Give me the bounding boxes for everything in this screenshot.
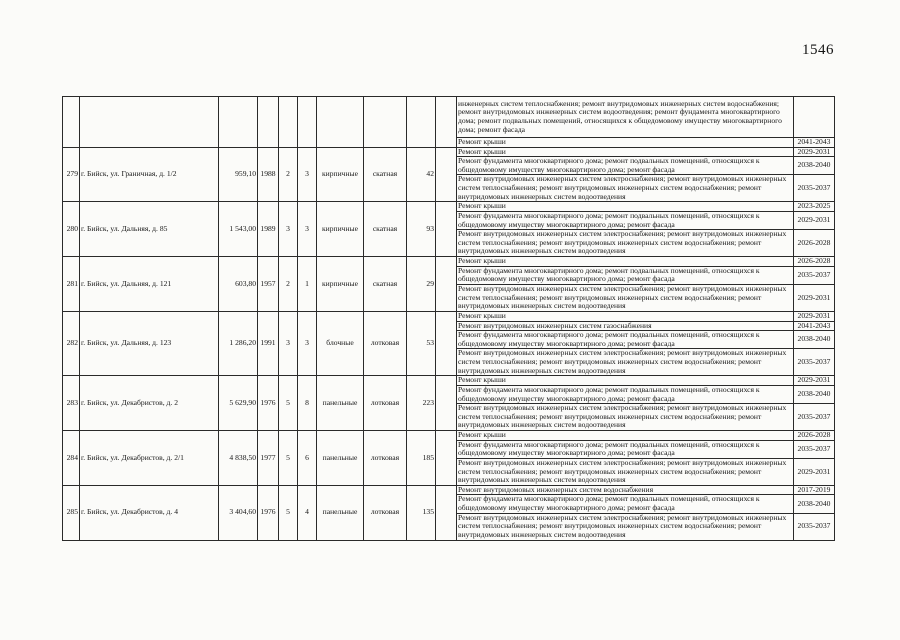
work-description: Ремонт фундамента многоквартирного дома; ремонт подвальных помещений, относящихся к общедомовому имуществу многоквартирного дома; ремонт фасада <box>457 211 794 229</box>
empty-cell <box>317 97 364 148</box>
work-description: Ремонт крыши <box>457 138 794 148</box>
work-period: 2029-2031 <box>794 311 835 321</box>
table-row <box>63 257 835 267</box>
build-year: 1991 <box>258 311 279 375</box>
work-period: 2029-2031 <box>794 211 835 229</box>
floor-count: 3 <box>279 311 298 375</box>
building-address: г. Бийск, ул. Декабристов, д. 2/1 <box>80 431 219 486</box>
building-area: 4 838,50 <box>219 431 258 486</box>
empty-cell <box>436 431 457 486</box>
building-area: 5 629,90 <box>219 376 258 431</box>
table-row <box>63 147 835 157</box>
building-address: г. Бийск, ул. Граничная, д. 1/2 <box>80 147 219 202</box>
row-number: 282 <box>63 311 80 375</box>
entrance-count: 6 <box>298 431 317 486</box>
building-address: г. Бийск, ул. Дальняя, д. 121 <box>80 257 219 312</box>
table-row <box>63 376 835 386</box>
wall-material: панельные <box>317 485 364 540</box>
work-description: Ремонт крыши <box>457 311 794 321</box>
work-description: Ремонт внутридомовых инженерных систем электроснабжения; ремонт внутридомовых инженерных систем теплоснабжения; ремонт внутридомовых инженерных систем водоснабжения; ремонт внутридомовых инженерных систем водоотведения <box>457 513 794 540</box>
work-period: 2035-2037 <box>794 404 835 431</box>
work-description: Ремонт фундамента многоквартирного дома; ремонт подвальных помещений, относящихся к общедомовому имуществу многоквартирного дома; ремонт фасада <box>457 266 794 284</box>
work-period: 2017-2019 <box>794 485 835 495</box>
resident-count: 185 <box>407 431 436 486</box>
page-number: 1546 <box>802 42 834 58</box>
build-year: 1957 <box>258 257 279 312</box>
table-row <box>63 311 835 321</box>
resident-count: 29 <box>407 257 436 312</box>
repair-program-table <box>62 96 835 541</box>
work-description: Ремонт фундамента многоквартирного дома; ремонт подвальных помещений, относящихся к общедомовому имуществу многоквартирного дома; ремонт фасада <box>457 157 794 175</box>
work-period: 2029-2031 <box>794 284 835 311</box>
work-period: 2038-2040 <box>794 157 835 175</box>
work-period: 2026-2028 <box>794 257 835 267</box>
entrance-count: 4 <box>298 485 317 540</box>
entrance-count: 3 <box>298 202 317 257</box>
floor-count: 3 <box>279 202 298 257</box>
work-description: Ремонт фундамента многоквартирного дома; ремонт подвальных помещений, относящихся к общедомовому имуществу многоквартирного дома; ремонт фасада <box>457 385 794 403</box>
work-period: 2026-2028 <box>794 431 835 441</box>
row-number: 285 <box>63 485 80 540</box>
work-period: 2035-2037 <box>794 266 835 284</box>
empty-cell <box>436 147 457 202</box>
row-number: 283 <box>63 376 80 431</box>
empty-cell <box>279 97 298 148</box>
work-description: Ремонт внутридомовых инженерных систем электроснабжения; ремонт внутридомовых инженерных систем теплоснабжения; ремонт внутридомовых инженерных систем водоснабжения; ремонт внутридомовых инженерных систем водоотведения <box>457 230 794 257</box>
building-area: 3 404,60 <box>219 485 258 540</box>
table-row <box>63 485 835 495</box>
resident-count: 93 <box>407 202 436 257</box>
work-period: 2035-2037 <box>794 513 835 540</box>
work-period: 2029-2031 <box>794 458 835 485</box>
building-address: г. Бийск, ул. Дальняя, д. 123 <box>80 311 219 375</box>
empty-cell <box>80 97 219 148</box>
roof-type: лотковая <box>364 485 407 540</box>
work-period: 2035-2037 <box>794 349 835 376</box>
work-description: Ремонт фундамента многоквартирного дома; ремонт подвальных помещений, относящихся к общедомовому имуществу многоквартирного дома; ремонт фасада <box>457 440 794 458</box>
wall-material: кирпичные <box>317 257 364 312</box>
row-number: 284 <box>63 431 80 486</box>
work-description: инженерных систем теплоснабжения; ремонт внутридомовых инженерных систем водоснабжения; ремонт внутридомовых инженерных систем водоотведения; ремонт фундамента многоквартирного дома; ремонт подвальных помещений, относящихся к общедомовому имуществу многоквартирного дома; ремонт фасада <box>457 97 794 138</box>
work-period: 2035-2037 <box>794 440 835 458</box>
floor-count: 5 <box>279 376 298 431</box>
building-area: 959,10 <box>219 147 258 202</box>
work-period: 2041-2043 <box>794 138 835 148</box>
row-number: 281 <box>63 257 80 312</box>
work-description: Ремонт фундамента многоквартирного дома; ремонт подвальных помещений, относящихся к общедомовому имуществу многоквартирного дома; ремонт фасада <box>457 331 794 349</box>
work-period: 2029-2031 <box>794 376 835 386</box>
empty-cell <box>436 485 457 540</box>
entrance-count: 8 <box>298 376 317 431</box>
empty-cell <box>298 97 317 148</box>
resident-count: 223 <box>407 376 436 431</box>
building-address: г. Бийск, ул. Дальняя, д. 85 <box>80 202 219 257</box>
work-description: Ремонт фундамента многоквартирного дома; ремонт подвальных помещений, относящихся к общедомовому имуществу многоквартирного дома; ремонт фасада <box>457 495 794 513</box>
resident-count: 42 <box>407 147 436 202</box>
resident-count: 135 <box>407 485 436 540</box>
work-description: Ремонт крыши <box>457 257 794 267</box>
building-address: г. Бийск, ул. Декабристов, д. 4 <box>80 485 219 540</box>
floor-count: 5 <box>279 431 298 486</box>
entrance-count: 3 <box>298 147 317 202</box>
empty-cell <box>219 97 258 148</box>
build-year: 1989 <box>258 202 279 257</box>
row-number: 280 <box>63 202 80 257</box>
work-period: 2023-2025 <box>794 202 835 212</box>
floor-count: 5 <box>279 485 298 540</box>
work-period <box>794 97 835 138</box>
row-number: 279 <box>63 147 80 202</box>
empty-cell <box>63 97 80 148</box>
wall-material: блочные <box>317 311 364 375</box>
roof-type: скатная <box>364 202 407 257</box>
work-description: Ремонт внутридомовых инженерных систем водоснабжения <box>457 485 794 495</box>
empty-cell <box>436 202 457 257</box>
empty-cell <box>436 257 457 312</box>
building-address: г. Бийск, ул. Декабристов, д. 2 <box>80 376 219 431</box>
empty-cell <box>436 376 457 431</box>
work-description: Ремонт крыши <box>457 147 794 157</box>
work-period: 2041-2043 <box>794 321 835 331</box>
work-description: Ремонт внутридомовых инженерных систем электроснабжения; ремонт внутридомовых инженерных систем теплоснабжения; ремонт внутридомовых инженерных систем водоснабжения; ремонт внутридомовых инженерных систем водоотведения <box>457 458 794 485</box>
work-period: 2035-2037 <box>794 175 835 202</box>
work-description: Ремонт внутридомовых инженерных систем электроснабжения; ремонт внутридомовых инженерных систем теплоснабжения; ремонт внутридомовых инженерных систем водоснабжения; ремонт внутридомовых инженерных систем водоотведения <box>457 404 794 431</box>
building-area: 1 543,00 <box>219 202 258 257</box>
work-period: 2038-2040 <box>794 331 835 349</box>
work-description: Ремонт крыши <box>457 376 794 386</box>
wall-material: кирпичные <box>317 202 364 257</box>
building-area: 603,80 <box>219 257 258 312</box>
work-description: Ремонт внутридомовых инженерных систем газоснабжения <box>457 321 794 331</box>
work-description: Ремонт внутридомовых инженерных систем электроснабжения; ремонт внутридомовых инженерных систем теплоснабжения; ремонт внутридомовых инженерных систем водоснабжения; ремонт внутридомовых инженерных систем водоотведения <box>457 175 794 202</box>
floor-count: 2 <box>279 257 298 312</box>
empty-cell <box>436 97 457 148</box>
work-description: Ремонт внутридомовых инженерных систем электроснабжения; ремонт внутридомовых инженерных систем теплоснабжения; ремонт внутридомовых инженерных систем водоснабжения; ремонт внутридомовых инженерных систем водоотведения <box>457 349 794 376</box>
empty-cell <box>258 97 279 148</box>
roof-type: лотковая <box>364 376 407 431</box>
roof-type: лотковая <box>364 311 407 375</box>
empty-cell <box>436 311 457 375</box>
wall-material: панельные <box>317 431 364 486</box>
work-period: 2038-2040 <box>794 495 835 513</box>
floor-count: 2 <box>279 147 298 202</box>
build-year: 1988 <box>258 147 279 202</box>
table-row <box>63 202 835 212</box>
table-row <box>63 431 835 441</box>
build-year: 1976 <box>258 485 279 540</box>
empty-cell <box>364 97 407 148</box>
table-row <box>63 97 835 138</box>
building-area: 1 286,20 <box>219 311 258 375</box>
roof-type: лотковая <box>364 431 407 486</box>
entrance-count: 3 <box>298 311 317 375</box>
roof-type: скатная <box>364 147 407 202</box>
build-year: 1977 <box>258 431 279 486</box>
work-description: Ремонт внутридомовых инженерных систем электроснабжения; ремонт внутридомовых инженерных систем теплоснабжения; ремонт внутридомовых инженерных систем водоснабжения; ремонт внутридомовых инженерных систем водоотведения <box>457 284 794 311</box>
roof-type: скатная <box>364 257 407 312</box>
work-description: Ремонт крыши <box>457 202 794 212</box>
work-period: 2038-2040 <box>794 385 835 403</box>
entrance-count: 1 <box>298 257 317 312</box>
resident-count: 53 <box>407 311 436 375</box>
wall-material: панельные <box>317 376 364 431</box>
work-description: Ремонт крыши <box>457 431 794 441</box>
work-period: 2029-2031 <box>794 147 835 157</box>
work-period: 2026-2028 <box>794 230 835 257</box>
empty-cell <box>407 97 436 148</box>
build-year: 1976 <box>258 376 279 431</box>
wall-material: кирпичные <box>317 147 364 202</box>
